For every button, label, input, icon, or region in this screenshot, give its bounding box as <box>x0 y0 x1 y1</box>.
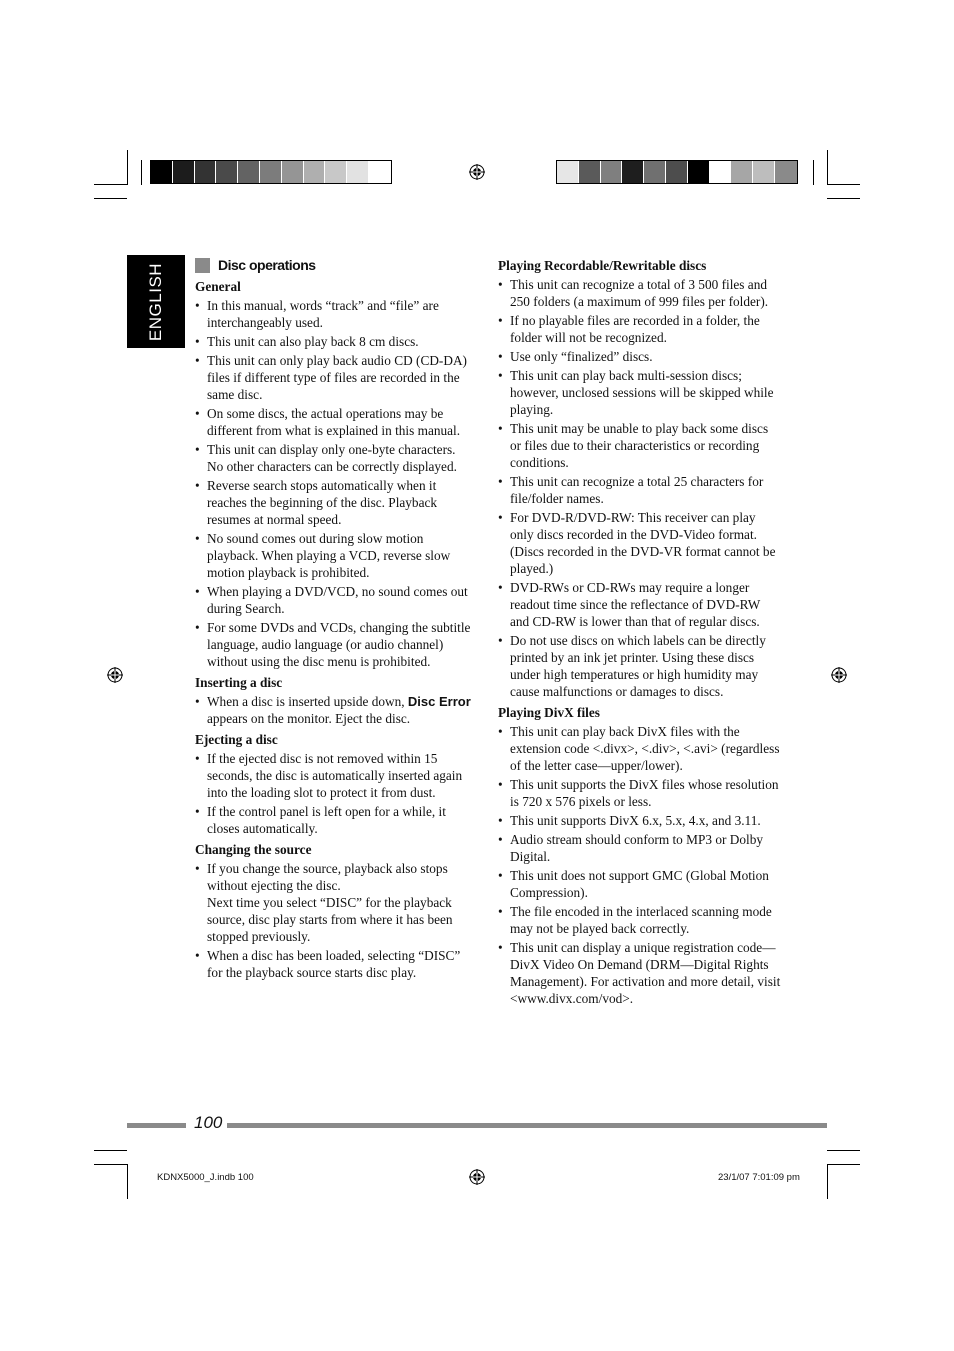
color-swatch <box>173 161 195 183</box>
list-item: • On some discs, the actual operations may be different from what is explained in this manual. <box>195 405 475 439</box>
color-swatch <box>731 161 753 183</box>
registration-mark-icon <box>107 667 123 683</box>
list-item: • DVD-RWs or CD-RWs may require a longer readout time since the reflectance of DVD-RW and CD-RW is lower than that of regular discs. <box>498 579 782 630</box>
list-item: • If the ejected disc is not removed within 15 seconds, the disc is automatically inserted again into the loading slot to protect it from dust. <box>195 750 475 801</box>
crop-mark <box>827 184 860 185</box>
list-item: • The file encoded in the interlaced scanning mode may not be played back correctly. <box>498 903 782 937</box>
list-item: • This unit can recognize a total 25 characters for file/folder names. <box>498 473 782 507</box>
subheading-ejecting: Ejecting a disc <box>195 732 278 747</box>
list-item: • This unit can recognize a total of 3 500 files and 250 folders (a maximum of 999 files per folder). <box>498 276 782 310</box>
color-swatch <box>195 161 217 183</box>
footer-rule-right <box>227 1123 827 1128</box>
list-item: • If the control panel is left open for a while, it closes automatically. <box>195 803 475 837</box>
color-swatch <box>369 161 391 183</box>
page-number: 100 <box>194 1113 223 1132</box>
list-item: • In this manual, words “track” and “file” are interchangeably used. <box>195 297 475 331</box>
crop-mark <box>813 160 814 185</box>
list-item: • This unit may be unable to play back some discs or files due to their characteristics or recording conditions. <box>498 420 782 471</box>
color-swatch <box>601 161 623 183</box>
color-swatch <box>710 161 732 183</box>
color-swatch <box>325 161 347 183</box>
general-list <box>195 297 475 670</box>
inserting-list <box>195 693 475 727</box>
subheading-inserting: Inserting a disc <box>195 675 283 690</box>
list-item: • If no playable files are recorded in a folder, the folder will not be recognized. <box>498 312 782 346</box>
color-swatch <box>753 161 775 183</box>
color-swatch <box>238 161 260 183</box>
crop-mark <box>141 160 142 185</box>
print-slug-right: 23/1/07 7:01:09 pm <box>718 1172 800 1183</box>
subheading-divx: Playing DivX files <box>498 705 600 720</box>
registration-mark-icon <box>469 1169 485 1185</box>
list-item: • When playing a DVD/VCD, no sound comes out during Search. <box>195 583 475 617</box>
color-swatch <box>622 161 644 183</box>
crop-mark <box>827 1164 828 1199</box>
color-swatch <box>688 161 710 183</box>
list-item: • Use only “finalized” discs. <box>498 348 782 365</box>
right-column <box>498 253 782 1009</box>
subheading-changing-source: Changing the source <box>195 842 312 857</box>
crop-mark <box>94 198 127 199</box>
list-item: • For DVD-R/DVD-RW: This receiver can play only discs recorded in the DVD-Video format. (Discs recorded in the DVD-VR format cannot be played.) <box>498 509 782 577</box>
list-item-text: Next time you select “DISC” for the playback source, disc play starts from where it has been stopped previously. <box>207 895 453 944</box>
list-item: • This unit can display only one-byte characters. No other characters can be correctly displayed. <box>195 441 475 475</box>
print-slug-left: KDNX5000_J.indb 100 <box>157 1172 254 1183</box>
changing-source-list <box>195 860 475 981</box>
color-swatch <box>347 161 369 183</box>
color-swatch <box>151 161 173 183</box>
crop-mark <box>827 198 860 199</box>
language-tab <box>127 255 185 348</box>
list-item: • Do not use discs on which labels can be directly printed by an ink jet printer. Using these discs under high temperatures or high humidity may cause malfunctions or damages to discs. <box>498 632 782 700</box>
list-item: • No sound comes out during slow motion playback. When playing a VCD, reverse slow motion playback is prohibited. <box>195 530 475 581</box>
crop-mark <box>827 1164 860 1165</box>
color-calibration-bar-left <box>150 160 392 184</box>
list-item: • For some DVDs and VCDs, changing the subtitle language, audio language (or audio channel) without using the disc menu is prohibited. <box>195 619 475 670</box>
crop-mark <box>94 1150 127 1151</box>
list-item: • This unit can also play back 8 cm discs. <box>195 333 475 350</box>
list-item: • Reverse search stops automatically when it reaches the beginning of the disc. Playback resumes at normal speed. <box>195 477 475 528</box>
color-swatch <box>666 161 688 183</box>
list-item: • This unit can play back DivX files with the extension code <.divx>, <.div>, <.avi> (regardless of the letter case—upper/lower). <box>498 723 782 774</box>
list-item: • This unit can only play back audio CD (CD-DA) files if different type of files are recorded in the same disc. <box>195 352 475 403</box>
crop-mark <box>94 184 127 185</box>
color-swatch <box>260 161 282 183</box>
color-calibration-bar-right <box>556 160 798 184</box>
registration-mark-icon <box>469 164 485 180</box>
subheading-recordable: Playing Recordable/Rewritable discs <box>498 258 707 273</box>
list-item: • This unit supports the DivX files whose resolution is 720 x 576 pixels or less. <box>498 776 782 810</box>
list-item: • Audio stream should conform to MP3 or Dolby Digital. <box>498 831 782 865</box>
registration-mark-icon <box>831 667 847 683</box>
list-item: • This unit does not support GMC (Global Motion Compression). <box>498 867 782 901</box>
color-swatch <box>775 161 797 183</box>
color-swatch <box>282 161 304 183</box>
crop-mark <box>827 150 828 185</box>
list-item: • This unit supports DivX 6.x, 5.x, 4.x, and 3.11. <box>498 812 782 829</box>
recordable-list <box>498 276 782 700</box>
section-header <box>195 257 475 274</box>
left-column <box>195 257 475 983</box>
list-item: • This unit can display a unique registration code—DivX Video On Demand (DRM—Digital Rights Management). For activation and more detail, visit <www.divx.com/vod>. <box>498 939 782 1007</box>
subheading-general: General <box>195 279 241 294</box>
crop-mark <box>827 1150 860 1151</box>
ejecting-list <box>195 750 475 837</box>
crop-mark <box>127 150 128 185</box>
list-item-text: • If you change the source, playback also stops without ejecting the disc. <box>207 861 448 893</box>
list-item <box>195 693 475 727</box>
color-swatch <box>644 161 666 183</box>
color-swatch <box>579 161 601 183</box>
color-swatch <box>216 161 238 183</box>
display-message: Disc Error <box>407 694 471 709</box>
color-swatch <box>304 161 326 183</box>
inserting-text-pre: When a disc is inserted upside down, <box>207 694 408 709</box>
list-item <box>195 860 475 945</box>
divx-list <box>498 723 782 1007</box>
list-item: • This unit can play back multi-session discs; however, unclosed sessions will be skipped while playing. <box>498 367 782 418</box>
list-item: • When a disc has been loaded, selecting “DISC” for the playback source starts disc play. <box>195 947 475 981</box>
section-marker-icon <box>195 258 210 273</box>
color-swatch <box>557 161 579 183</box>
language-tab-label: ENGLISH <box>146 262 165 341</box>
section-title: Disc operations <box>218 257 316 273</box>
footer-rule-left <box>127 1123 186 1128</box>
inserting-text-post: appears on the monitor. Eject the disc. <box>207 711 411 726</box>
crop-mark <box>127 1164 128 1199</box>
crop-mark <box>94 1164 127 1165</box>
